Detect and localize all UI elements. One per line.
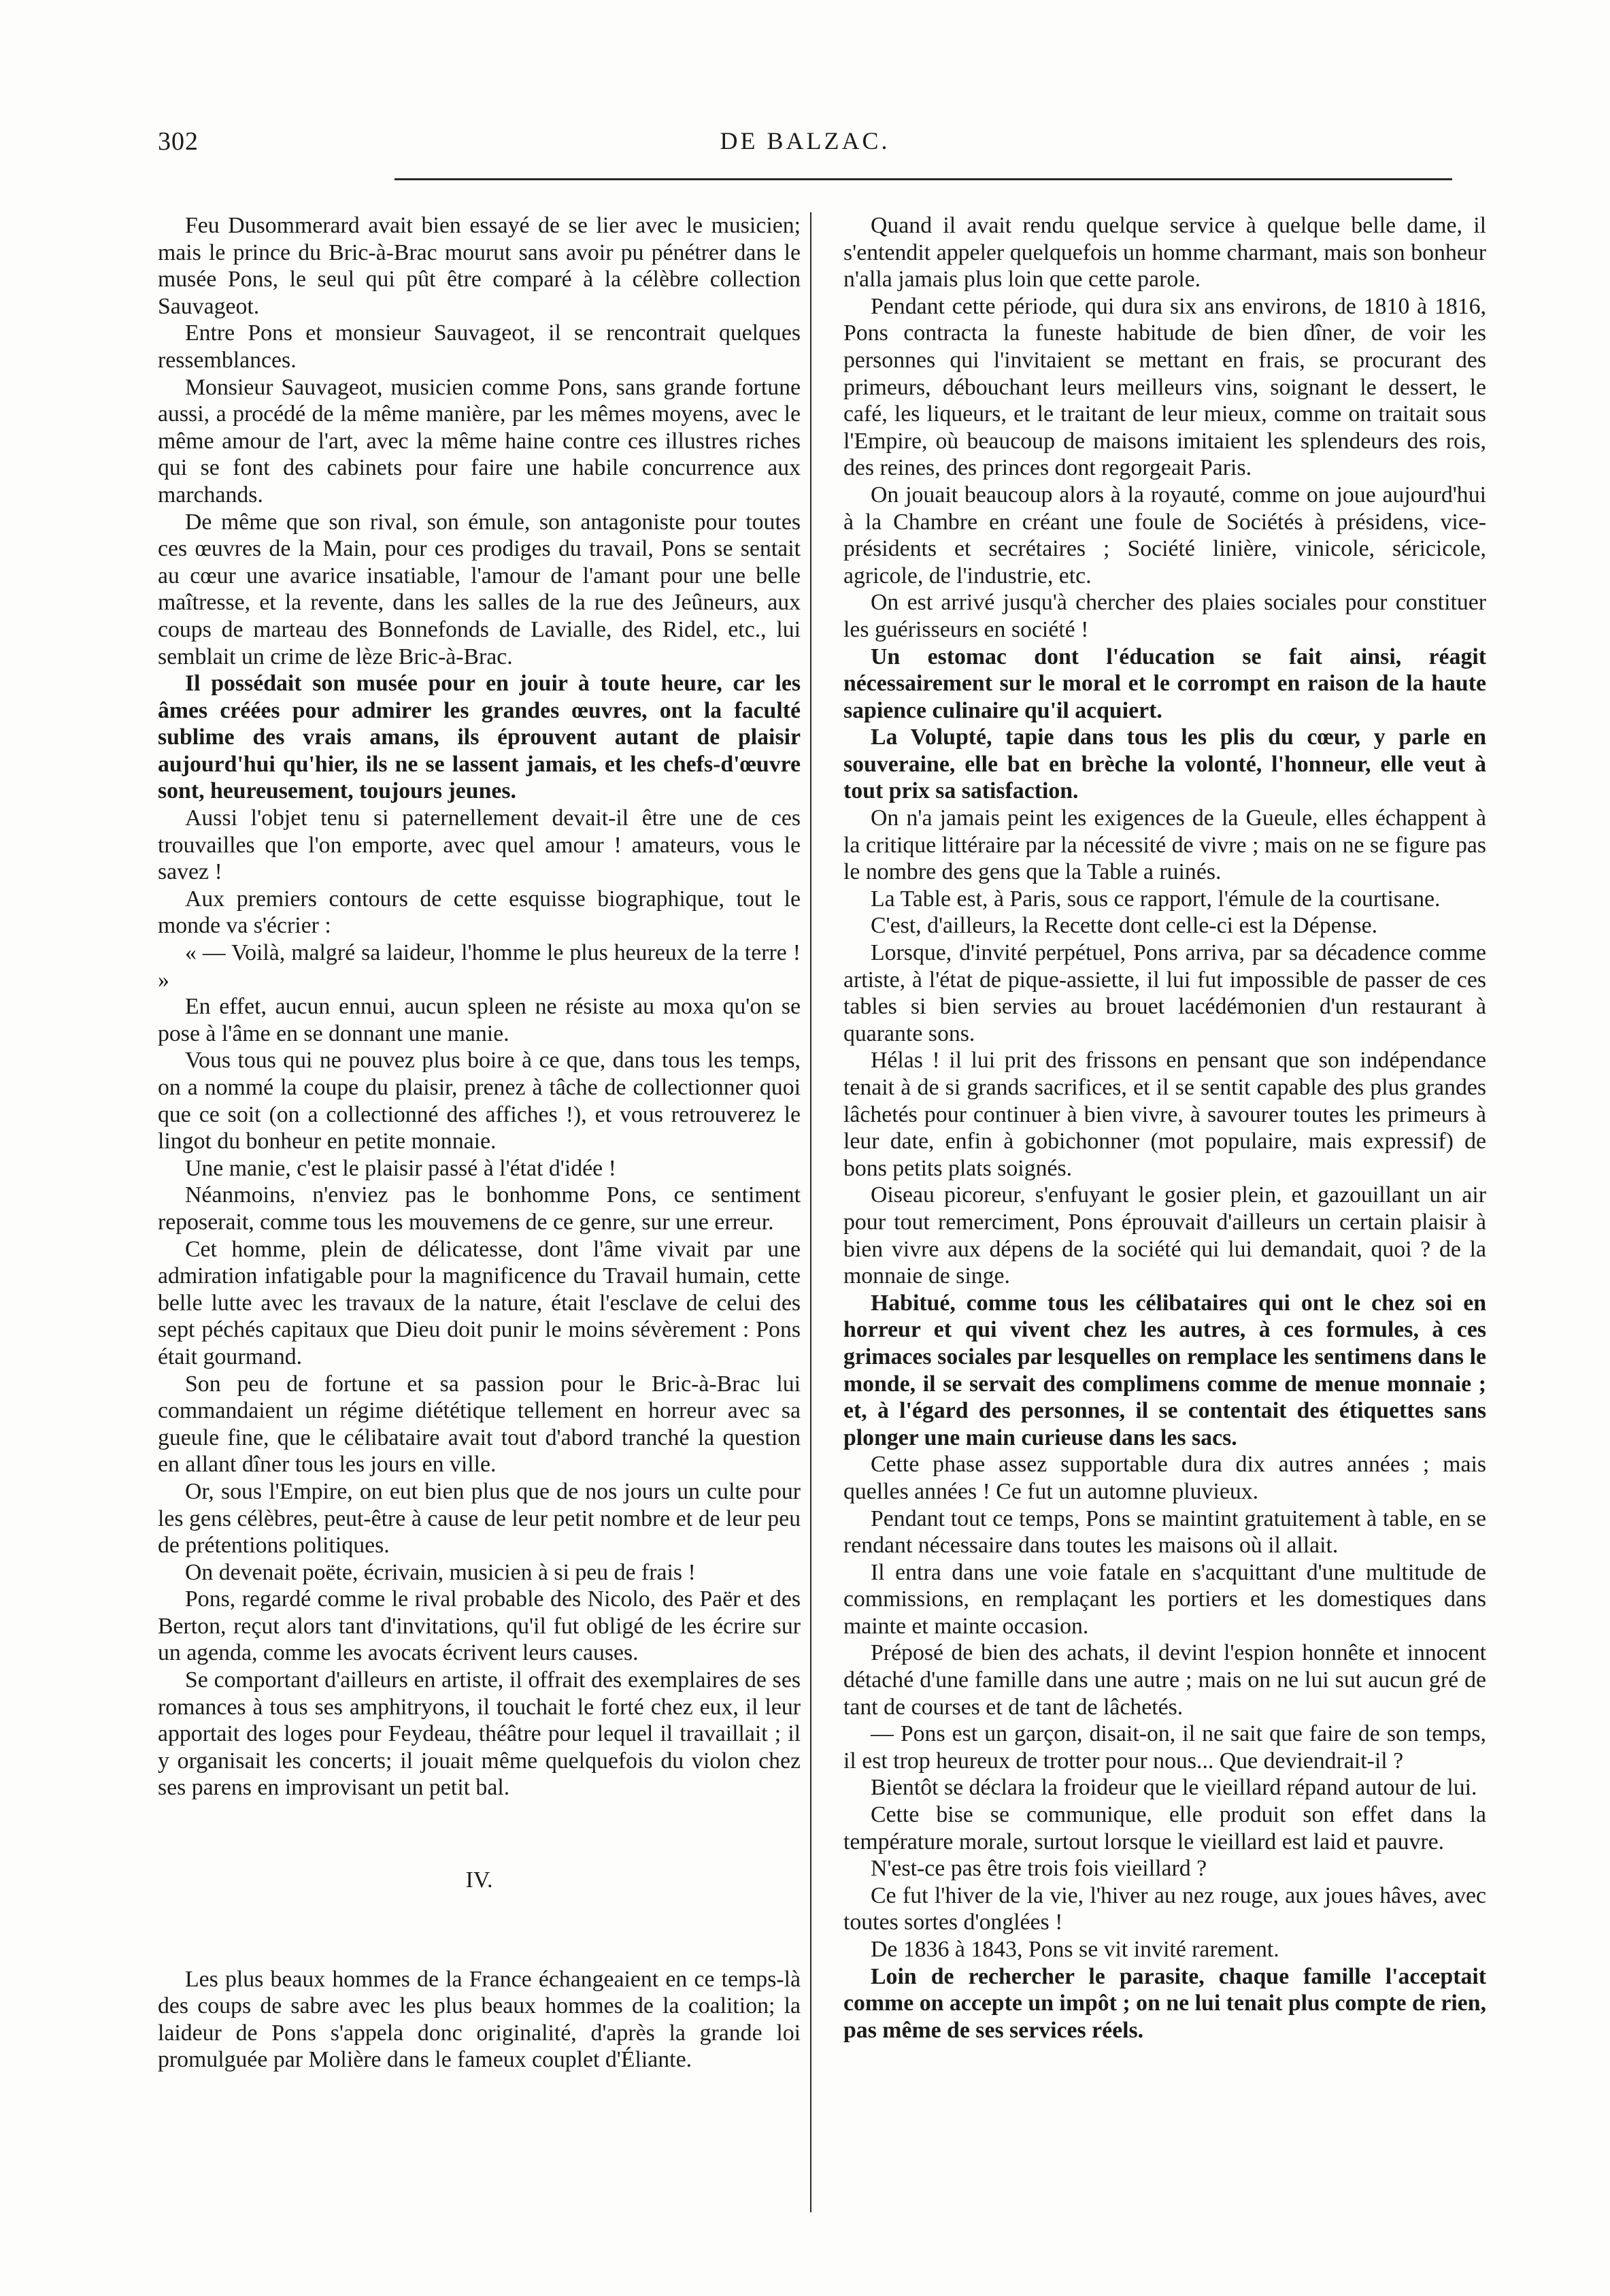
paragraph: Loin de rechercher le parasite, chaque famille l'acceptait comme on accepte un impôt ; on ne lui tenait plus compte de rien, pas même de ses services réels. — [843, 1963, 1486, 2043]
paragraph: Ce fut l'hiver de la vie, l'hiver au nez rouge, aux joues hâves, avec toutes sortes d'onglées ! — [843, 1882, 1486, 1935]
column-divider — [810, 212, 811, 2212]
paragraph: Entre Pons et monsieur Sauvageot, il se rencontrait quelques ressemblances. — [158, 320, 801, 373]
paragraph: La Table est, à Paris, sous ce rapport, l'émule de la courtisane. — [871, 886, 1441, 912]
paragraph: Bientôt se déclara la froideur que le vieillard répand autour de lui. — [871, 1775, 1477, 1801]
paragraph: Son peu de fortune et sa passion pour le Bric-à-Brac lui commandaient un régime diététique tellement en horreur avec sa gueule fine, que le célibataire avait tout d'abord tranché la question en allant dîner tous les jours en ville. — [158, 1371, 801, 1478]
paragraph: Or, sous l'Empire, on eut bien plus que de nos jours un culte pour les gens célèbres, peut-être à cause de leur petit nombre et de leur peu de prétentions politiques. — [158, 1478, 801, 1559]
paragraph: Habitué, comme tous les célibataires qui ont le chez soi en horreur et qui vivent chez les autres, à ces formules, à ces grimaces sociales par lesquelles on remplace les sentimens dans le monde, il se servait des complimens comme de menue monnaie ; et, à l'égard des personnes, il se contentait des étiquettes sans plonger une main curieuse dans les sacs. — [843, 1290, 1486, 1450]
paragraph: Il entra dans une voie fatale en s'acquittant d'une multitude de commissions, en remplaçant les portiers et les domestiques dans mainte et mainte occasion. — [843, 1559, 1486, 1639]
paragraph: Cet homme, plein de délicatesse, dont l'âme vivait par une admiration infatigable pour la magnificence du Travail humain, cette belle lutte avec les travaux de la nature, était l'esclave de celui des sept péchés capitaux que Dieu doit punir le moins sévèrement : Pons était gourmand. — [158, 1236, 801, 1369]
section-number: IV. — [465, 1867, 493, 1893]
paragraph: N'est-ce pas être trois fois vieillard ? — [871, 1856, 1207, 1882]
right-column — [843, 212, 1486, 2044]
paragraph: Cette bise se communique, elle produit son effet dans la température morale, surtout lorsque le vieillard est laid et pauvre. — [843, 1802, 1486, 1854]
paragraph: Se comportant d'ailleurs en artiste, il offrait des exemplaires de ses romances à tous ses amphitryons, il touchait le forté chez eux, il leur apportait des loges pour Feydeau, théâtre pour lequel il travaillait ; il y organisait les concerts; il jouait même quelquefois du violon chez ses parens en improvisant un petit bal. — [158, 1667, 801, 1801]
paragraph: Néanmoins, n'enviez pas le bonhomme Pons, ce sentiment reposerait, comme tous les mouvemens de ce genre, sur une erreur. — [158, 1182, 801, 1235]
paragraph: « — Voilà, malgré sa laideur, l'homme le plus heureux de la terre ! » — [158, 940, 801, 993]
paragraph: Pendant tout ce temps, Pons se maintint gratuitement à table, en se rendant nécessaire dans toutes les maisons où il allait. — [843, 1505, 1486, 1559]
paragraph: Quand il avait rendu quelque service à quelque belle dame, il s'entendit appeler quelquefois un homme charmant, mais son bonheur n'alla jamais plus loin que cette parole. — [843, 213, 1486, 293]
paragraph: On jouait beaucoup alors à la royauté, comme on joue aujourd'hui à la Chambre en créant une foule de Sociétés à présidens, vice-présidents et secrétaires ; Société linière, vinicole, séricicole, agricole, de l'industrie, etc. — [843, 482, 1486, 588]
page-number: 302 — [158, 127, 199, 156]
running-title: DE BALZAC. — [720, 127, 890, 154]
paragraph: Monsieur Sauvageot, musicien comme Pons, sans grande fortune aussi, a procédé de la même manière, par les mêmes moyens, avec le même amour de l'art, avec la même haine contre ces illustres riches qui se font des cabinets pour faire une habile concurrence aux marchands. — [158, 374, 801, 508]
paragraph: Oiseau picoreur, s'enfuyant le gosier plein, et gazouillant un air pour tout remerciment, Pons éprouvait d'ailleurs un certain plaisir à bien vivre aux dépens de la société qui lui demandait, quoi ? de la monnaie de singe. — [843, 1182, 1486, 1289]
paragraph: Les plus beaux hommes de la France échangeaient en ce temps-là des coups de sabre avec les plus beaux hommes de la coalition; la laideur de Pons s'appela donc originalité, d'après la grande loi promulguée par Molière dans le fameux couplet d'Éliante. — [158, 1966, 801, 2073]
page-header — [0, 127, 1610, 161]
paragraph: — Pons est un garçon, disait-on, il ne sait que faire de son temps, il est trop heureux de trotter pour nous... Que deviendrait-il ? — [843, 1721, 1486, 1774]
paragraph: Pons, regardé comme le rival probable des Nicolo, des Paër et des Berton, reçut alors tant d'invitations, qu'il fut obligé de les écrire sur un agenda, comme les avocats écrivent leurs causes. — [158, 1586, 801, 1666]
paragraph: Aussi l'objet tenu si paternellement devait-il être une de ces trouvailles que l'on emporte, avec quel amour ! amateurs, vous le savez ! — [158, 805, 801, 885]
paragraph: Lorsque, d'invité perpétuel, Pons arriva, par sa décadence comme artiste, à l'état de pique-assiette, il lui fut impossible de passer de ces tables si bien servies au brouet lacédémonien d'un restaurant à quarante sons. — [843, 940, 1486, 1046]
paragraph: C'est, d'ailleurs, la Recette dont celle-ci est la Dépense. — [871, 913, 1378, 939]
paragraph: De 1836 à 1843, Pons se vit invité rarement. — [871, 1937, 1279, 1962]
paragraph: On devenait poëte, écrivain, musicien à si peu de frais ! — [185, 1559, 696, 1585]
paragraph: Un estomac dont l'éducation se fait ainsi, réagit nécessairement sur le moral et le corrompt en raison de la haute sapience culinaire qu'il acquiert. — [843, 644, 1486, 723]
paragraph: Pendant cette période, qui dura six ans environs, de 1810 à 1816, Pons contracta la funeste habitude de bien dîner, de voir les personnes qui l'invitaient se mettant en frais, se procurant des primeurs, débouchant leurs meilleurs vins, soignant le dessert, le café, les liqueurs, et le traitant de leur mieux, comme on traitait sous l'Empire, où beaucoup de maisons imitaient les splendeurs des rois, des reines, des princes dont regorgeait Paris. — [843, 293, 1486, 481]
paragraph: Une manie, c'est le plaisir passé à l'état d'idée ! — [185, 1155, 616, 1181]
paragraph: Préposé de bien des achats, il devint l'espion honnête et innocent détaché d'une famille dans une autre ; mais on ne lui sut aucun gré de tant de courses et de tant de lâchetés. — [843, 1640, 1486, 1720]
paragraph: Il possédait son musée pour en jouir à toute heure, car les âmes créées pour admirer les grandes œuvres, ont la faculté sublime des vrais amans, ils éprouvent autant de plaisir aujourd'hui qu'hier, ils ne se lassent jamais, et les chefs-d'œuvre sont, heureusement, toujours jeunes. — [158, 671, 801, 804]
paragraph: En effet, aucun ennui, aucun spleen ne résiste au moxa qu'on se pose à l'âme en se donnant une manie. — [158, 994, 801, 1046]
paragraph: La Volupté, tapie dans tous les plis du cœur, y parle en souveraine, elle bat en brèche la volonté, l'honneur, elle veut à tout prix sa satisfaction. — [843, 725, 1486, 804]
paragraph: Hélas ! il lui prit des frissons en pensant que son indépendance tenait à de si grands sacrifices, et il se sentit capable des plus grandes lâchetés pour continuer à bien vivre, à savourer toutes les primeurs à leur date, enfin à gobichonner (mot populaire, mais expressif) de bons petits plats soignés. — [843, 1048, 1486, 1181]
paragraph: On est arrivé jusqu'à chercher des plaies sociales pour constituer les guérisseurs en société ! — [843, 590, 1486, 642]
left-column — [158, 212, 801, 2074]
paragraph: On n'a jamais peint les exigences de la Gueule, elles échappent à la critique littéraire par la nécessité de vivre ; mais on ne se figure pas le nombre des gens que la Table a ruinés. — [843, 805, 1486, 885]
paragraph: De même que son rival, son émule, son antagoniste pour toutes ces œuvres de la Main, pour ces prodiges du travail, Pons se sentait au cœur une avarice insatiable, l'amour de l'amant pour une belle maîtresse, et la revente, dans les salles de la rue des Jeûneurs, aux coups de marteau des Bonnefonds de Lavialle, des Ridel, etc., lui semblait un crime de lèze Bric-à-Brac. — [158, 509, 801, 669]
paragraph: Aux premiers contours de cette esquisse biographique, tout le monde va s'écrier : — [158, 886, 801, 939]
header-rule — [395, 178, 1452, 180]
paragraph: Cette phase assez supportable dura dix autres années ; mais quelles années ! Ce fut un automne pluvieux. — [843, 1452, 1486, 1504]
paragraph: Vous tous qui ne pouvez plus boire à ce que, dans tous les temps, on a nommé la coupe du plaisir, prenez à tâche de collectionner quoi que ce soit (on a collectionné des affiches !), et vous retrouverez le lingot du bonheur en petite monnaie. — [158, 1048, 801, 1154]
paragraph: Feu Dusommerard avait bien essayé de se lier avec le musicien; mais le prince du Bric-à-Brac mourut sans avoir pu pénétrer dans le musée Pons, le seul qui pût être comparé à la célèbre collection Sauvageot. — [158, 213, 801, 319]
